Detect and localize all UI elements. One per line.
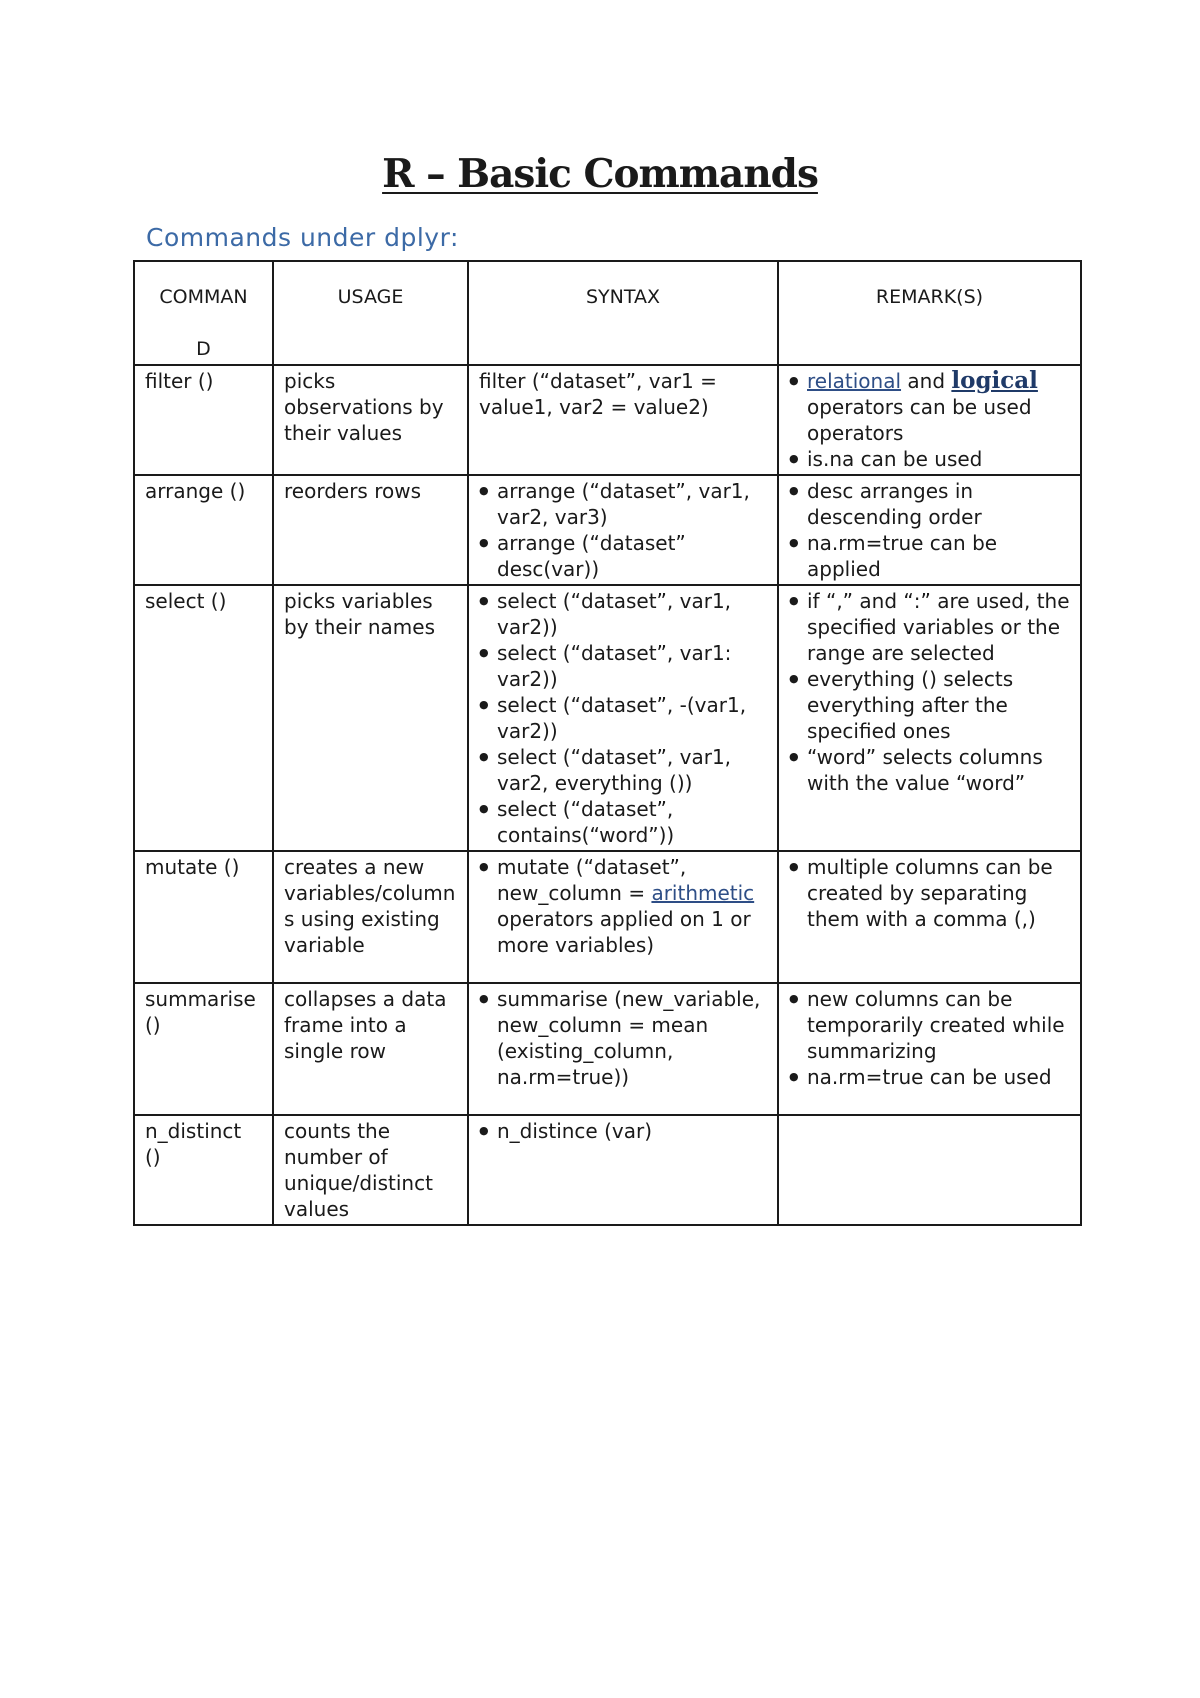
relational-link[interactable]: relational bbox=[807, 369, 902, 393]
remark-item: ● is.na can be used bbox=[789, 446, 1070, 472]
table-row bbox=[134, 851, 1081, 983]
syntax-item: ● select (“dataset”, var1, var2)) bbox=[479, 588, 767, 640]
cell-command: filter () bbox=[134, 365, 273, 475]
remark-text: and bbox=[901, 369, 952, 393]
remark-item: ● na.rm=true can be used bbox=[789, 1064, 1070, 1090]
cell-remarks bbox=[778, 1115, 1081, 1225]
logical-link[interactable]: logical bbox=[951, 367, 1038, 394]
header-usage: USAGE bbox=[273, 261, 468, 365]
remark-item: ● everything () selects everything after the specified ones bbox=[789, 666, 1070, 744]
syntax-text: operators applied on 1 or more variables) bbox=[497, 907, 751, 957]
table-row bbox=[134, 365, 1081, 475]
syntax-item bbox=[479, 854, 767, 958]
remark-item: ● multiple columns can be created by separating them with a comma (,) bbox=[789, 854, 1070, 932]
cell-command: summarise () bbox=[134, 983, 273, 1115]
header-syntax: SYNTAX bbox=[468, 261, 778, 365]
cell-syntax bbox=[468, 475, 778, 585]
syntax-list bbox=[479, 1118, 767, 1144]
remarks-list bbox=[789, 368, 1070, 472]
cell-usage: picks observations by their values bbox=[273, 365, 468, 475]
table-row bbox=[134, 983, 1081, 1115]
syntax-item: ● n_distince (var) bbox=[479, 1118, 767, 1144]
syntax-item: ● select (“dataset”, contains(“word”)) bbox=[479, 796, 767, 848]
syntax-item: ● select (“dataset”, var1, var2, everything ()) bbox=[479, 744, 767, 796]
table-row bbox=[134, 1115, 1081, 1225]
remark-item: ● na.rm=true can be applied bbox=[789, 530, 1070, 582]
header-command bbox=[134, 261, 273, 365]
remark-item: ● new columns can be temporarily created while summarizing bbox=[789, 986, 1070, 1064]
table-row bbox=[134, 475, 1081, 585]
cell-command: select () bbox=[134, 585, 273, 851]
syntax-item: ● select (“dataset”, var1: var2)) bbox=[479, 640, 767, 692]
header-command-line2: D bbox=[196, 338, 211, 360]
remarks-list bbox=[789, 986, 1070, 1090]
cell-usage: counts the number of unique/distinct values bbox=[273, 1115, 468, 1225]
cell-syntax bbox=[468, 365, 778, 475]
syntax-item: ● summarise (new_variable, new_column = mean (existing_column, na.rm=true)) bbox=[479, 986, 767, 1090]
syntax-item: ● arrange (“dataset” desc(var)) bbox=[479, 530, 767, 582]
cell-command: arrange () bbox=[134, 475, 273, 585]
cell-remarks bbox=[778, 365, 1081, 475]
remark-item: ● desc arranges in descending order bbox=[789, 478, 1070, 530]
cell-syntax bbox=[468, 983, 778, 1115]
cell-syntax bbox=[468, 585, 778, 851]
cell-usage: picks variables by their names bbox=[273, 585, 468, 851]
header-remarks: REMARK(S) bbox=[778, 261, 1081, 365]
cell-usage: collapses a data frame into a single row bbox=[273, 983, 468, 1115]
table-header-row bbox=[134, 261, 1081, 365]
remarks-list bbox=[789, 588, 1070, 796]
remark-item bbox=[789, 368, 1070, 446]
table-row bbox=[134, 585, 1081, 851]
cell-syntax bbox=[468, 1115, 778, 1225]
cell-command: n_distinct () bbox=[134, 1115, 273, 1225]
syntax-list bbox=[479, 986, 767, 1090]
commands-table bbox=[133, 260, 1082, 1226]
document-title bbox=[0, 150, 1200, 198]
cell-syntax bbox=[468, 851, 778, 983]
remark-item: ● if “,” and “:” are used, the specified variables or the range are selected bbox=[789, 588, 1070, 666]
syntax-item: ● arrange (“dataset”, var1, var2, var3) bbox=[479, 478, 767, 530]
syntax-list bbox=[479, 854, 767, 958]
document-title-text: R – Basic Commands bbox=[382, 151, 818, 197]
header-command-line1: COMMAN bbox=[159, 286, 248, 308]
cell-remarks bbox=[778, 983, 1081, 1115]
remark-item: ● “word” selects columns with the value “word” bbox=[789, 744, 1070, 796]
arithmetic-link[interactable]: arithmetic bbox=[651, 881, 755, 905]
syntax-item: ● select (“dataset”, -(var1, var2)) bbox=[479, 692, 767, 744]
remarks-list bbox=[789, 478, 1070, 582]
remarks-list bbox=[789, 854, 1070, 932]
cell-usage: reorders rows bbox=[273, 475, 468, 585]
cell-remarks bbox=[778, 475, 1081, 585]
cell-command: mutate () bbox=[134, 851, 273, 983]
section-heading: Commands under dplyr: bbox=[146, 223, 459, 252]
cell-remarks bbox=[778, 851, 1081, 983]
remark-text: operators can be used operators bbox=[807, 395, 1032, 445]
cell-usage: creates a new variables/columns using existing variable bbox=[273, 851, 468, 983]
cell-remarks bbox=[778, 585, 1081, 851]
syntax-text: filter (“dataset”, var1 = value1, var2 = value2) bbox=[479, 369, 717, 419]
syntax-list bbox=[479, 588, 767, 848]
syntax-text: mutate (“dataset”, new_column = bbox=[497, 855, 687, 905]
syntax-list bbox=[479, 478, 767, 582]
